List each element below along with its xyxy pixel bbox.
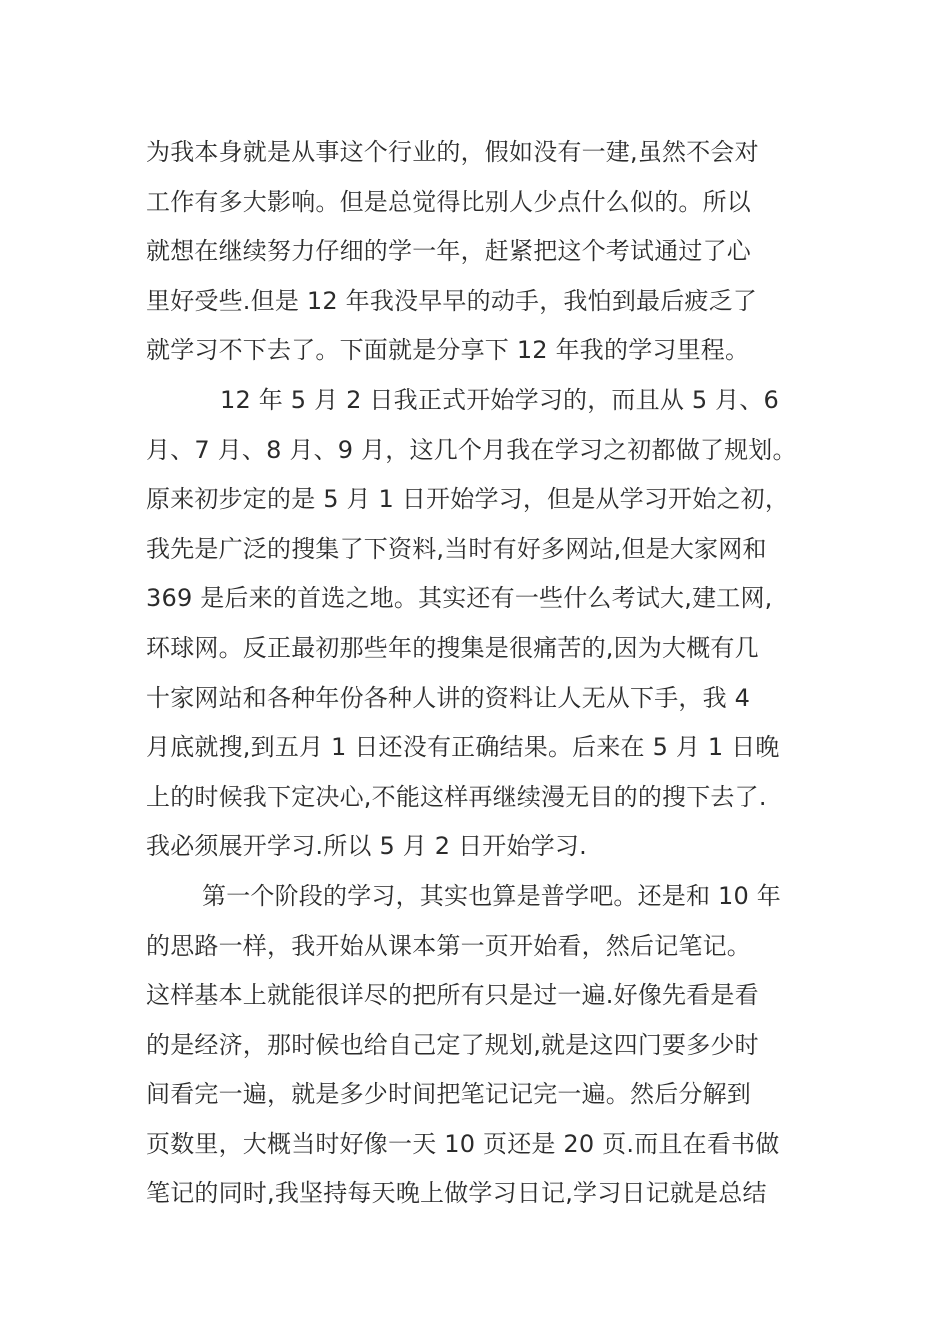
text-line: 间看完一遍，就是多少时间把笔记记完一遍。然后分解到 [146, 1080, 751, 1109]
paragraph-1 [146, 128, 836, 376]
text-line: 的思路一样，我开始从课本第一页开始看，然后记笔记。 [146, 931, 751, 960]
text-line: 月、7 月、8 月、9 月，这几个月我在学习之初都做了规划。 [146, 435, 797, 464]
text-line: 工作有多大影响。但是总觉得比别人少点什么似的。所以 [146, 187, 751, 216]
document-body [146, 128, 836, 1219]
text-line: 就想在继续努力仔细的学一年，赶紧把这个考试通过了心 [146, 237, 751, 266]
text-line: 的是经济，那时候也给自己定了规划,就是这四门要多少时 [146, 1030, 759, 1059]
text-line: 12 年 5 月 2 日我正式开始学习的，而且从 5 月、6 [220, 385, 780, 414]
text-line: 上的时候我下定决心,不能这样再继续漫无目的的搜下去了. [146, 782, 767, 811]
text-line: 这样基本上就能很详尽的把所有只是过一遍.好像先看是看 [146, 981, 759, 1010]
text-line: 十家网站和各种年份各种人讲的资料让人无从下手，我 4 [146, 683, 751, 712]
text-line: 我必须展开学习.所以 5 月 2 日开始学习. [146, 832, 587, 861]
text-line: 原来初步定的是 5 月 1 日开始学习，但是从学习开始之初， [146, 485, 790, 514]
text-line: 月底就搜,到五月 1 日还没有正确结果。后来在 5 月 1 日晚 [146, 733, 780, 762]
text-line: 就学习不下去了。下面就是分享下 12 年我的学习里程。 [146, 336, 750, 365]
text-line: 369 是后来的首选之地。其实还有一些什么考试大,建工网, [146, 584, 773, 613]
text-line: 为我本身就是从事这个行业的，假如没有一建,虽然不会对 [146, 138, 759, 166]
text-line: 笔记的同时,我坚持每天晚上做学习日记,学习日记就是总结 [146, 1179, 767, 1208]
text-line: 环球网。反正最初那些年的搜集是很痛苦的,因为大概有几 [146, 633, 759, 662]
text-line: 第一个阶段的学习，其实也算是普学吧。还是和 10 年 [202, 881, 781, 910]
text-line: 页数里，大概当时好像一天 10 页还是 20 页.而且在看书做 [146, 1129, 780, 1158]
paragraph-2 [146, 376, 836, 872]
paragraph-3 [146, 872, 836, 1219]
text-line: 里好受些.但是 12 年我没早早的动手，我怕到最后疲乏了 [146, 286, 758, 315]
text-line: 我先是广泛的搜集了下资料,当时有好多网站,但是大家网和 [146, 534, 767, 563]
